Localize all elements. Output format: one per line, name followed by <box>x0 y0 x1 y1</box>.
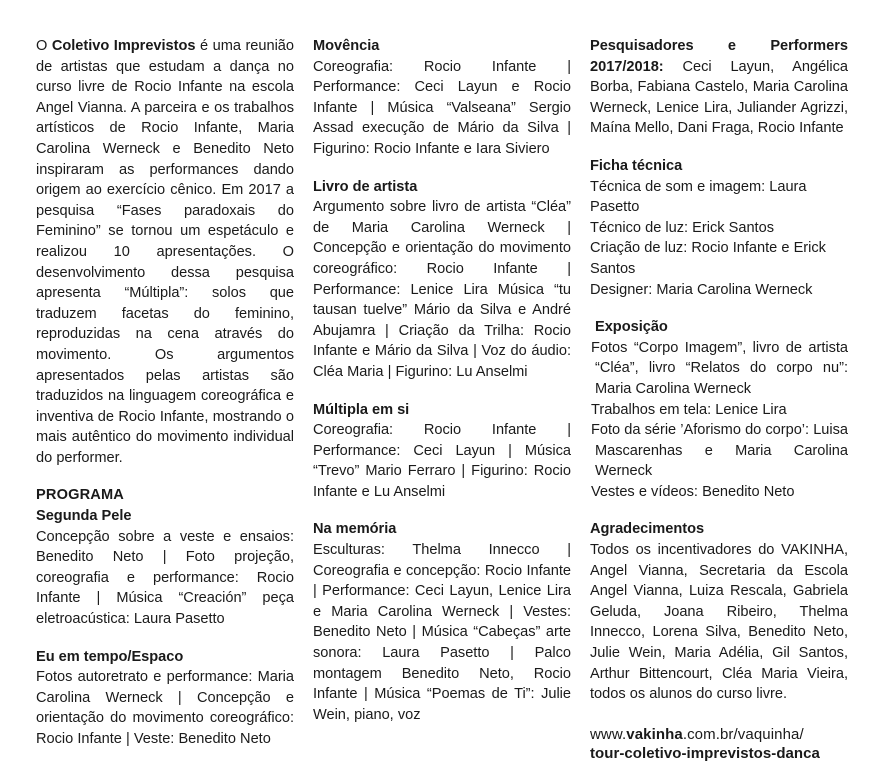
section-heading-livro-de-artista: Livro de artista <box>313 178 418 195</box>
section-body-movencia: Coreografia: Rocio Infante | Performance: Ceci Layun e Rocio Infante | Música “Valseana” Sergio Assad execução de Mário da Silva | Figurino: Rocio Infante e Iara Siviero <box>313 58 571 157</box>
livro-de-artista-block <box>313 177 571 383</box>
ficha-tecnica-block <box>590 156 848 300</box>
na-memoria-block <box>313 519 571 725</box>
section-heading-exposicao: Exposição <box>595 319 668 336</box>
intro-block <box>36 36 294 468</box>
agradecimentos-body: Todos os incentivadores do VAKINHA, Angel Vianna, Secretaria da Escola Angel Vianna, Luiza Rescala, Gabriela Geluda, Joana Ribeiro, Thelma Innecco, Lorena Silva, Benedito Neto, Julie Wein, Maria Adélia, Gil Santos, Arthur Bittencourt, Cléa Maria Vieira, todos os alunos do curso livre. <box>590 542 848 703</box>
section-heading-na-memoria: Na memória <box>313 521 397 538</box>
performers-paragraph <box>590 36 848 139</box>
url-line-1 <box>590 725 848 745</box>
exposicao-entry-vestes-videos: Vestes e vídeos: Benedito Neto <box>591 483 795 500</box>
section-body-na-memoria: Esculturas: Thelma Innecco | Coreografia e concepção: Rocio Infante | Performance: Ceci Layun, Lenice Lira e Maria Carolina Werneck | Vestes: Benedito Neto | Música “Cabeças” arte sonora: Laura Pasetto | Palco montagem Benedito Neto, Rocio Infante | Música “Poemas de Ti”: Julie Wein, piano, voz <box>313 542 571 723</box>
column-left <box>36 36 294 750</box>
campaign-url[interactable] <box>590 725 848 764</box>
section-heading-multipla-em-si: Múltipla em si <box>313 401 410 418</box>
intro-rest: é uma reunião de artistas que estudam a dança no curso livre de Rocio Infante na escola Angel Vianna. A parceira e os trabalhos artísticos de Rocio Infante, Maria Carolina Werneck e Benedito Neto inspiraram as performances dando origem ao exercício cênico. Em 2017 a pesquisa “Fases paradoxais do Feminino” se tornou um espetáculo e realizou 10 apresentações. O desenvolvimento dessa pesquisa apresenta “Múltipla”: solos que traduzem facetas do feminino, reproduzidas na cena através do movimento. Os argumentos apresentados pelas artistas são traduzidos na linguagem coreográfica e inventiva de Rocio Infante, mostrando o mais autêntico do movimento individual do performer. <box>36 38 295 466</box>
performers-names: Ceci Layun, Angélica Borba, Fabiana Castelo, Maria Carolina Werneck, Lenice Lira, Juliander Agrizzi, Maína Mello, Dani Fraga, Rocio Infante <box>590 58 848 137</box>
section-heading-segunda-pele: Segunda Pele <box>36 508 132 525</box>
column-right <box>590 36 848 764</box>
programa-heading: PROGRAMA <box>36 487 124 504</box>
agradecimentos-block <box>590 519 848 704</box>
ficha-line-criacao-luz: Criação de luz: Rocio Infante e Erick Santos <box>590 240 826 277</box>
section-heading-ficha-tecnica: Ficha técnica <box>590 157 683 174</box>
exposicao-block <box>590 317 848 502</box>
section-heading-eu-em-tempo-espaco: Eu em tempo/Espaco <box>36 648 184 665</box>
section-body-livro-de-artista: Argumento sobre livro de artista “Cléa” de Maria Carolina Werneck | Concepção e orientação do movimento coreográfico: Rocio Infante | Performance: Lenice Lira Música “tu tausan tuelve” Mário da Silva e André Abujamra | Criação da Trilha: Rocio Infante e Mário da Silva | Voz do áudio: Cléa Maria | Figurino: Lu Anselmi <box>313 199 571 380</box>
exposicao-entry-foto-serie: Foto da série ’Aforismo do corpo’: Luisa Mascarenhas e Maria Carolina Werneck <box>591 422 848 480</box>
eu-em-tempo-espaco-block <box>36 647 294 750</box>
url-brand: vakinha <box>626 725 683 743</box>
section-body-segunda-pele: Concepção sobre a veste e ensaios: Benedito Neto | Foto projeção, coreografia e performance: Rocio Infante | Música “Creación” peça eletroacústica: Laura Pasetto <box>36 528 294 628</box>
performers-label: Pesquisadores e Performers 2017/2018: <box>590 38 848 75</box>
exposicao-entry-fotos: Fotos “Corpo Imagem”, livro de artista “Cléa”, livro “Relatos do corpo nu”: Maria Carolina Werneck <box>591 339 848 397</box>
section-body-multipla-em-si: Coreografia: Rocio Infante | Performance: Ceci Layun | Música “Trevo” Mario Ferraro | Figurino: Rocio Infante e Lu Anselmi <box>313 422 571 500</box>
multipla-em-si-block <box>313 400 571 503</box>
ficha-line-som-imagem: Técnica de som e imagem: Laura Pasetto <box>590 178 807 216</box>
column-middle <box>313 36 571 725</box>
ficha-line-designer: Designer: Maria Carolina Werneck <box>590 281 813 298</box>
url-suffix: .com.br/vaquinha/ <box>682 725 804 743</box>
intro-lead-plain: O <box>36 38 52 54</box>
url-line-2: tour-coletivo-imprevistos-danca <box>590 745 820 763</box>
section-body-eu-em-tempo-espaco: Fotos autoretrato e performance: Maria Carolina Werneck | Concepção e orientação do movimento coreográfico: Rocio Infante | Veste: Benedito Neto <box>36 669 294 747</box>
section-heading-movencia: Movência <box>313 38 380 54</box>
performers-block <box>590 36 848 139</box>
movencia-block <box>313 36 571 160</box>
programa-block <box>36 485 294 629</box>
intro-paragraph <box>36 36 294 468</box>
collective-name: Coletivo Imprevistos <box>51 38 196 54</box>
ficha-line-tecnico-luz: Técnico de luz: Erick Santos <box>590 219 774 236</box>
three-column-layout <box>36 36 854 764</box>
section-heading-agradecimentos: Agradecimentos <box>590 521 705 538</box>
exposicao-entry-trabalhos-tela: Trabalhos em tela: Lenice Lira <box>591 401 787 418</box>
url-prefix: www. <box>590 725 627 743</box>
